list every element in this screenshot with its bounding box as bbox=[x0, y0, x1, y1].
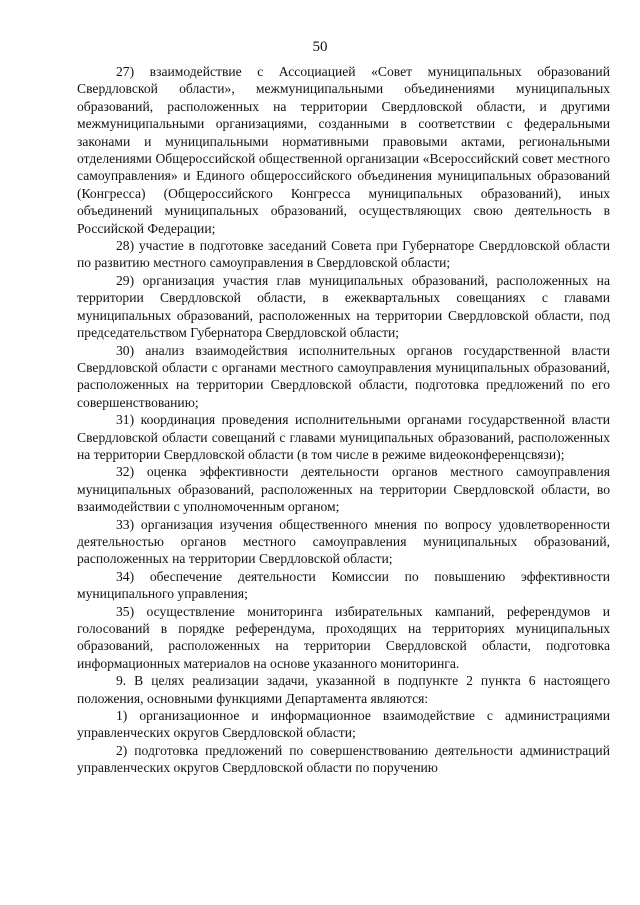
paragraph-item-32: 32) оценка эффективности деятельности органов местного самоуправления муниципальных образований, расположенных на территории Свердловской области, во взаимодействии с уполномоченным органом; bbox=[77, 464, 610, 515]
paragraph-item-34: 34) обеспечение деятельности Комиссии по повышению эффективности муниципального управления; bbox=[77, 568, 610, 602]
subitem-2: 2) подготовка предложений по совершенствованию деятельности администраций управленческих округов Свердловской области по поручению bbox=[77, 742, 610, 776]
document-body bbox=[77, 63, 610, 777]
paragraph-item-31: 31) координация проведения исполнительными органами государственной власти Свердловской области совещаний с главами муниципальных образований, расположенных на территории Свердловской области (в том числе в режиме видеоконференцсвязи); bbox=[77, 412, 610, 462]
paragraph-item-28: 28) участие в подготовке заседаний Совета при Губернаторе Свердловской области по развитию местного самоуправления в Свердловской области; bbox=[77, 238, 610, 271]
paragraph-item-33: 33) организация изучения общественного мнения по вопросу удовлетворенности деятельностью органов местного самоуправления муниципальных образований, расположенных на территории Свердловской области; bbox=[77, 516, 610, 567]
paragraph-item-35: 35) осуществление мониторинга избирательных кампаний, референдумов и голосований в порядке референдума, проходящих на территориях муниципальных образований, расположенных на территории Свердловской области, подготовка информационных материалов на основе указанного мониторинга. bbox=[77, 603, 610, 671]
paragraph-item-29: 29) организация участия глав муниципальных образований, расположенных на территории Свердловской области, в ежеквартальных совещаниях с главами муниципальных образований, расположенных на территории Свердловской области, под председательством Губернатора Свердловской области; bbox=[77, 272, 610, 341]
page-number: 50 bbox=[312, 39, 328, 55]
paragraph-item-30: 30) анализ взаимодействия исполнительных органов государственной власти Свердловской области с органами местного самоуправления муниципальных образований, расположенных на территории Свердловской области, подготовка предложений по его совершенствованию; bbox=[77, 342, 610, 410]
section-9-intro: 9. В целях реализации задачи, указанной в подпункте 2 пункта 6 настоящего положения, основными функциями Департамента являются: bbox=[77, 673, 610, 706]
paragraph-item-27: 27) взаимодействие с Ассоциацией «Совет муниципальных образований Свердловской области», межмуниципальными объединениями муниципальных образований, расположенных на территории Свердловской области, и другими межмуниципальными организациями, созданными в соответствии с федеральными законами и муниципальными нормативными правовыми актами, региональными отделениями Общероссийской общественной организации «Всероссийский совет местного самоуправления» и Единого общероссийского объединения муниципальных образований (Конгресса) (Общероссийского Конгресса муниципальных образований), иных объединений муниципальных образований, осуществляющих свою деятельность в Российской Федерации; bbox=[77, 64, 610, 236]
subitem-1: 1) организационное и информационное взаимодействие с администрациями управленческих округов Свердловской области; bbox=[77, 708, 610, 741]
